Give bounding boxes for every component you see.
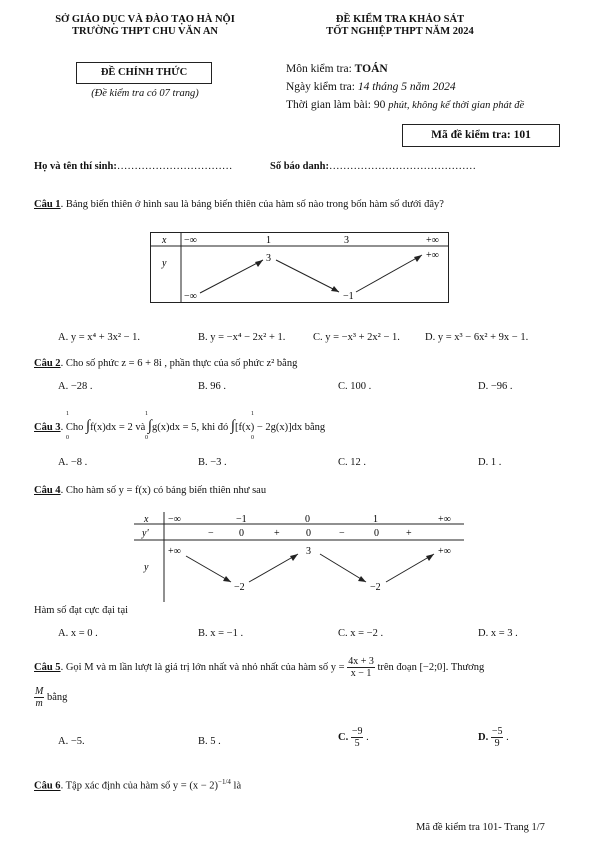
school-name: TRƯỜNG THPT CHU VĂN AN: [71, 26, 219, 37]
q4-y-val: 3: [306, 546, 311, 557]
q4-sign: 0: [239, 528, 244, 539]
question-2: [34, 358, 297, 369]
question-2-label: Câu 2: [34, 358, 61, 369]
q4-y-head: y: [144, 562, 149, 573]
arrow-head: [223, 576, 231, 582]
q5-option-c-den: 5: [354, 738, 360, 749]
q1-x-val: −∞: [184, 235, 197, 246]
q2-option-c[interactable]: C. 100 .: [338, 381, 372, 392]
q5-q-den: m: [35, 698, 43, 709]
question-6: [34, 778, 241, 792]
q4-x-val: +∞: [438, 514, 451, 525]
question-5-text-a: . Gọi M và m lần lượt là giá trị lớn nhất và nhỏ nhất của hàm số y =: [60, 661, 345, 673]
q4-option-b[interactable]: B. x = −1 .: [198, 628, 244, 639]
q5-function-fraction: [347, 656, 375, 679]
question-1-label: Câu 1: [34, 199, 61, 210]
q5-f-den: x − 1: [350, 668, 372, 679]
q3-upper-limit: 1: [66, 411, 69, 417]
q1-y-val: +∞: [426, 250, 439, 261]
q2-option-a[interactable]: A. −28 .: [58, 381, 93, 392]
arrow-head: [414, 255, 422, 262]
q1-arrow-up: [356, 255, 422, 292]
exam-title: ĐỀ KIỂM TRA KHẢO SÁT: [335, 14, 465, 25]
question-4-label: Câu 4: [34, 485, 61, 496]
q3-text-c: bằng: [304, 422, 326, 433]
q5-option-a[interactable]: A. −5.: [58, 736, 85, 747]
q3-lower-limit: 0: [251, 435, 254, 441]
question-5-text-b: trên đoạn [−2;0]. Thương: [377, 661, 485, 673]
q4-x-val: −∞: [168, 514, 181, 525]
q3-integral-3: [f(x) − 2g(x)]dx: [234, 422, 303, 433]
question-6-text-a: . Tập xác định của hàm số y = (x − 2): [60, 780, 219, 792]
candidate-name-line: [34, 161, 232, 172]
question-4: [34, 485, 266, 496]
date-label: Ngày kiểm tra:: [286, 81, 358, 93]
q1-y-head: y: [162, 258, 167, 269]
q5-option-b[interactable]: B. 5 .: [198, 736, 221, 747]
q3-lower-limit: 0: [66, 435, 69, 441]
q5-option-c[interactable]: C. $\frac{-9}{5}$ .: [338, 726, 369, 749]
q6-exponent: −1/4: [218, 778, 231, 786]
q5-option-d-den: 9: [494, 738, 500, 749]
arrow-head: [426, 554, 434, 561]
integral-sign-icon: ∫: [85, 418, 91, 434]
question-6-label: Câu 6: [34, 780, 61, 792]
date-line: [286, 81, 456, 93]
q4-yp-head: y': [142, 528, 149, 539]
q4-y-val: −2: [234, 582, 245, 593]
q4-sign: −: [339, 528, 345, 539]
arrow-head: [331, 286, 339, 292]
official-box: [76, 62, 212, 84]
q4-sign: +: [274, 528, 280, 539]
candidate-name-dots: ……………………………: [116, 161, 233, 172]
question-5: [34, 656, 484, 679]
candidate-id-dots: ……………………………………: [328, 161, 476, 172]
q5-quotient-fraction: [34, 686, 44, 709]
question-3-text-a: . Cho: [60, 422, 84, 433]
q1-option-a[interactable]: A. y = x⁴ + 3x² − 1.: [58, 332, 141, 343]
candidate-id-line: [270, 161, 476, 172]
pages-note: (Đề kiểm tra có 07 trang): [91, 88, 199, 99]
official-label: ĐỀ CHÍNH THỨC: [100, 67, 188, 78]
q5-option-d[interactable]: D. $\frac{-5}{9}$ .: [478, 726, 509, 749]
q4-arrow-up: [386, 554, 434, 582]
q5-option-c-num: −9: [351, 726, 363, 737]
q5-f-num: 4x + 3: [348, 656, 374, 667]
arrow-head: [358, 576, 366, 582]
q3-option-a[interactable]: A. −8 .: [58, 457, 88, 468]
question-1: [34, 199, 444, 210]
q2-option-b[interactable]: B. 96 .: [198, 381, 227, 392]
time-label: Thời gian làm bài: 90: [286, 99, 389, 111]
q5-option-c-label: C.: [338, 731, 349, 743]
department-name: SỞ GIÁO DỤC VÀ ĐÀO TẠO HÀ NỘI: [55, 14, 235, 25]
question-6-text-b: là: [233, 780, 242, 792]
subject-label: Môn kiểm tra:: [286, 63, 355, 75]
q5-option-d-fraction: [491, 726, 504, 749]
subject-line: [286, 63, 388, 75]
candidate-name-label: Họ và tên thí sinh:: [34, 161, 117, 172]
q1-y-val: −∞: [184, 291, 197, 302]
q2-option-d[interactable]: D. −96 .: [478, 381, 513, 392]
exam-code-box: [402, 124, 560, 147]
q4-sign: +: [406, 528, 412, 539]
q1-arrow-down: [276, 260, 339, 292]
question-5-label: Câu 5: [34, 661, 61, 673]
q3-option-b[interactable]: B. −3 .: [198, 457, 227, 468]
subject-value: TOÁN: [354, 63, 388, 75]
exam-subtitle: TỐT NGHIỆP THPT NĂM 2024: [326, 26, 474, 37]
q5-line-2: [34, 686, 67, 709]
time-note: phút, không kể thời gian phát đề: [388, 100, 525, 111]
q1-x-head: x: [162, 235, 167, 246]
q1-option-c[interactable]: C. y = −x³ + 2x² − 1.: [313, 332, 400, 343]
q3-upper-limit: 1: [251, 411, 254, 417]
q4-x-val: 1: [373, 514, 378, 525]
q3-option-c[interactable]: C. 12 .: [338, 457, 367, 468]
q4-sign: −: [208, 528, 214, 539]
q4-arrow-down: [186, 556, 231, 582]
q3-option-d[interactable]: D. 1 .: [478, 457, 502, 468]
q4-option-a[interactable]: A. x = 0 .: [58, 628, 98, 639]
q5-option-c-fraction: [351, 726, 364, 749]
candidate-id-label: Số báo danh:: [270, 161, 329, 172]
q5-option-d-label: D.: [478, 731, 489, 743]
q4-y-val: +∞: [168, 546, 181, 557]
q1-variation-table: [150, 232, 450, 304]
q5-option-d-num: −5: [491, 726, 503, 737]
arrow-head: [255, 260, 263, 267]
q3-lower-limit: 0: [145, 435, 148, 441]
q4-x-val: 0: [305, 514, 310, 525]
integral-sign-icon: ∫: [147, 418, 153, 434]
q1-x-val: +∞: [426, 235, 439, 246]
question-4-text: . Cho hàm số y = f(x) có bảng biến thiên như sau: [60, 485, 267, 496]
date-value: 14 tháng 5 năm 2024: [357, 81, 456, 93]
q4-option-d[interactable]: D. x = 3 .: [478, 628, 518, 639]
question-1-text: . Bảng biến thiên ở hình sau là bảng biến thiên của hàm số nào trong bốn hàm số dưới đây?: [60, 199, 444, 210]
q4-option-c[interactable]: C. x = −2 .: [338, 628, 384, 639]
q1-x-val: 1: [266, 235, 271, 246]
q3-text-b: , khi đó: [196, 422, 229, 433]
exam-code: Mã đề kiểm tra: 101: [431, 129, 531, 141]
q1-arrow-up: [200, 260, 263, 293]
q3-integral-1: f(x)dx = 2: [90, 422, 133, 433]
q4-arrow-up: [249, 554, 298, 582]
q5-text-c: bằng: [46, 691, 68, 703]
question-3-label: Câu 3: [34, 422, 61, 433]
q1-x-val: 3: [344, 235, 349, 246]
q4-x-head: x: [144, 514, 149, 525]
q4-variation-table: [134, 512, 464, 602]
q4-x-val: −1: [236, 514, 247, 525]
q4-arrow-down: [320, 554, 366, 582]
q4-y-val: +∞: [438, 546, 451, 557]
q3-integral-2: g(x)dx = 5: [152, 422, 197, 433]
arrow-head: [290, 554, 298, 561]
q1-y-val: −1: [343, 291, 354, 302]
question-2-text: . Cho số phức z = 6 + 8i , phần thực của số phức z² bằng: [60, 358, 298, 369]
q4-sign: 0: [306, 528, 311, 539]
page-footer: Mã đề kiểm tra 101- Trang 1/7: [416, 822, 545, 833]
q1-option-d[interactable]: D. y = x³ − 6x² + 9x − 1.: [425, 332, 529, 343]
time-line: [286, 99, 524, 111]
q1-y-val: 3: [266, 253, 271, 264]
q3-and: và: [135, 422, 146, 433]
q4-after-text: Hàm số đạt cực đại tại: [34, 605, 129, 616]
q4-y-val: −2: [370, 582, 381, 593]
q4-sign: 0: [374, 528, 379, 539]
q3-upper-limit: 1: [145, 411, 148, 417]
integral-sign-icon: ∫: [230, 418, 235, 434]
question-3: [34, 418, 325, 435]
q1-option-b[interactable]: B. y = −x⁴ − 2x² + 1.: [198, 332, 286, 343]
q5-q-num: M: [35, 686, 44, 697]
